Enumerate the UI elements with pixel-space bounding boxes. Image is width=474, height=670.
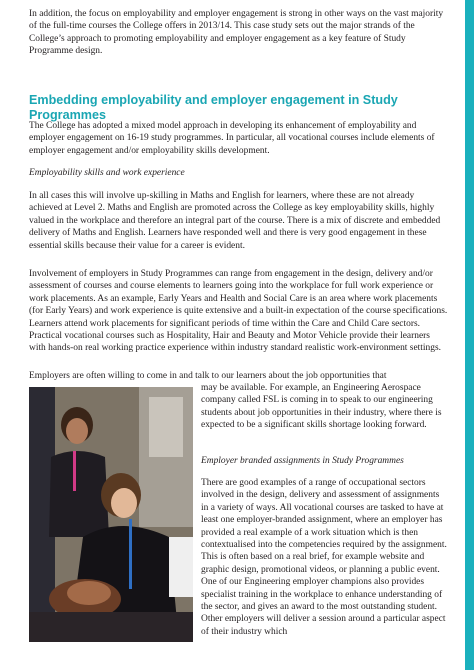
section-heading: Embedding employability and employer engagement in Study Programmes: [29, 93, 398, 122]
subheading-employer-branded-assignments: Employer branded assignments in Study Programmes: [201, 456, 404, 466]
paragraph-maths-english: In all cases this will involve up-skilling in Maths and English for learners, where these are not already achieved at Level 2. Maths and English are promoted across the College as key employability skills, highly valued in the workplace and therefore an integral part of the course. There is a mix of discrete and embedded delivery of Maths and English. Learners have responded well and there is very good engagement in these essential skills because their value for a career is evident.: [29, 191, 441, 251]
subheading-employability-skills: Employability skills and work experience: [29, 168, 185, 178]
paragraph-employer-involvement: Involvement of employers in Study Programmes can range from engagement in the design, delivery and/or assessment of courses and course elements to learners going into the workplace for full work experience or work placements. As an example, Early Years and Health and Social Care is an area where work placements (for Early Years) and work experience is quite extensive and a built-in expectation of the course specifications. Learners attend work placements for significant periods of time within the Care and Child Care sectors. Practical vocational courses such as Hospitality, Hair and Beauty and Motor Vehicle provide their learners with hands-on real working practice experience within industry standard realistic work-environment settings.: [29, 269, 448, 354]
paragraph-employer-branded: There are good examples of a range of occupational sectors involved in the design, delivery and assessment of assignments in a variety of ways. All vocational courses are tasked to have at least one employer-branded assignment, where an employer has provided a real example of a work situation which is then contextualised into the competencies required by the assignment. This is often based on a real brief, for example website and graphic design, promotional videos, or planning a public event. One of our Engineering employer champions also provides specialist training in the workplace to enhance understanding of the sector, and gives an award to the most outstanding student. Other employers will deliver a session around a particular aspect of their industry which: [201, 478, 447, 637]
teal-side-bar: [465, 0, 474, 670]
paragraph-mixed-model: The College has adopted a mixed model approach in developing its enhancement of employability and employer engagement on 16-19 study programmes. In particular, all vocational courses include elements of employer engagement and/or employability skills development.: [29, 121, 435, 156]
paragraph-employers-talk-start: Employers are often willing to come in and talk to our learners about the job opportunities that: [29, 371, 387, 381]
paragraph-employers-talk-continued: may be available. For example, an Engineering Aerospace company called FSL is coming in to speak to our engineering students about job opportunities in their industry, where there is expected to be a significant skills shortage looking forward.: [201, 383, 442, 431]
classroom-photo: [29, 387, 193, 642]
intro-paragraph: In addition, the focus on employability and employer engagement is strong in other ways on the vast majority of the full-time courses the College offers in 2013/14. This case study sets out the major strands of the College’s approach to promoting employability and employer engagement as a key feature of Study Programme design.: [29, 9, 444, 57]
